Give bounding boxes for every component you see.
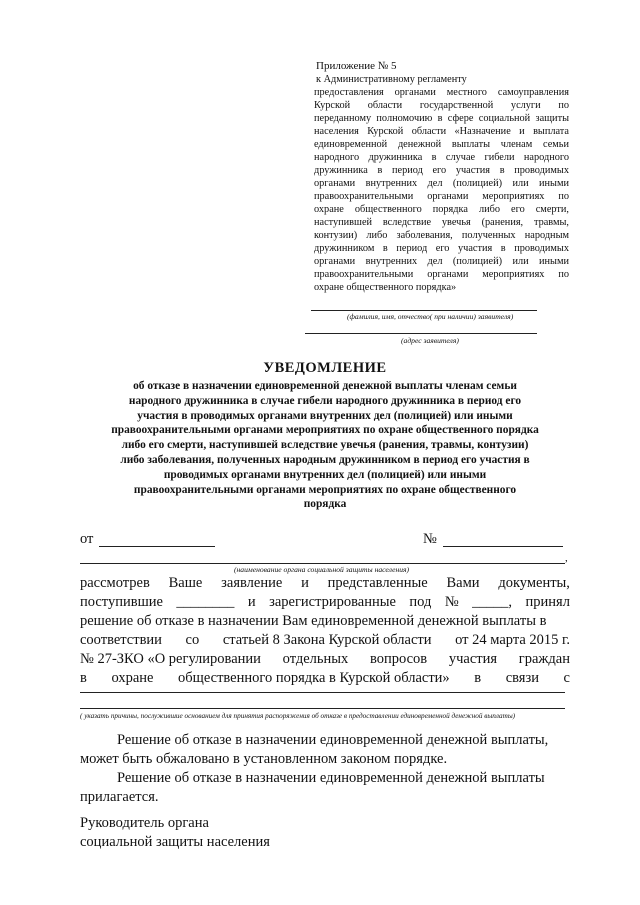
body-word: Вами xyxy=(446,575,480,591)
reason-caption: ( указать причины, послужившие основанием для принятия распоряжения об отказе в предоставлении единовременной денежной выплаты) xyxy=(80,712,516,720)
body-line-6 xyxy=(80,669,570,688)
body-word: ________ xyxy=(176,594,235,610)
authority-comma: , xyxy=(565,552,568,564)
appendix-text-line: дружинника в период его участия в проводимых xyxy=(314,165,569,176)
body-line-5 xyxy=(80,650,570,669)
attachment-paragraph: Решение об отказе в назначении единовременной денежной выплаты прилагается. xyxy=(80,770,545,805)
notice-subject-line: либо его смерти, наступившей вследствие увечья (ранения, травмы, контузии) xyxy=(121,439,529,452)
body-word: со xyxy=(185,632,200,648)
body-word: документы, xyxy=(498,575,570,591)
signature-title-2: социальной защиты населения xyxy=(80,834,270,850)
reason-line-1 xyxy=(80,692,565,693)
body-word: _____, xyxy=(472,594,513,610)
signature-title-1: Руководитель органа xyxy=(80,815,209,831)
body-word: рассмотрев xyxy=(80,575,150,591)
body-word: статьей 8 Закона Курской области xyxy=(222,632,432,648)
appendix-text-line: Курской области государственной услуги по xyxy=(314,100,569,111)
appendix-text-line: народного дружинника в случае гибели народного xyxy=(314,152,569,163)
notice-heading xyxy=(80,360,570,512)
appendix-title: Приложение № 5 xyxy=(316,60,397,72)
body-word: под xyxy=(409,594,432,610)
notice-subject-line: об отказе в назначении единовременной денежной выплаты членам семьи xyxy=(133,380,517,392)
body-word: и xyxy=(247,594,256,610)
reason-line-2 xyxy=(80,708,565,709)
applicant-name-line xyxy=(311,310,537,311)
body-line-4 xyxy=(80,631,570,650)
body-word: № 27-ЗКО «О регулировании xyxy=(80,651,261,667)
appendix-block xyxy=(314,60,569,294)
authority-line xyxy=(80,563,565,564)
body-word: соответствии xyxy=(80,632,162,648)
body-word: вопросов xyxy=(369,651,428,667)
body-word: Ваше xyxy=(168,575,203,591)
body-word: охране xyxy=(111,670,154,686)
appendix-text-line: населения Курской области «Назначение и выплата xyxy=(314,126,569,137)
notice-subject-line: проводимых органами внутренних дел (полицией) или иными xyxy=(163,468,487,481)
appendix-text-line: органами внутренних дел (полицией) или иными xyxy=(314,178,569,189)
appendix-lines xyxy=(314,86,569,281)
appendix-text-line: правоохранительными органами мероприятиях по xyxy=(314,191,569,202)
body-word: от 24 марта 2015 г. xyxy=(455,632,570,648)
notice-subject-line: народного дружинника в случае гибели народного дружинника в период его xyxy=(128,394,522,407)
body-word: граждан xyxy=(518,651,570,667)
notice-title: УВЕДОМЛЕНИЕ xyxy=(263,360,387,376)
body-word: отдельных xyxy=(282,651,349,667)
body-word: в xyxy=(80,670,87,686)
appendix-line: к Административному регламенту xyxy=(316,74,467,85)
body-line-1 xyxy=(80,574,570,593)
from-label: от xyxy=(80,531,94,547)
body-word: поступившие xyxy=(80,594,163,610)
body-word: в xyxy=(474,670,482,686)
applicant-name-caption: (фамилия, имя, отчество( при наличии) заявителя) xyxy=(347,312,514,321)
appendix-text-line: дружинником в период его участия в проводимых xyxy=(314,243,569,254)
body-word: представленные xyxy=(327,575,428,591)
appendix-last-line: охране общественного порядка» xyxy=(314,282,457,293)
body-word: общественного порядка в Курской области» xyxy=(178,670,450,686)
appendix-text-line: правоохранительными органами мероприятиях по xyxy=(314,269,569,280)
applicant-address-caption: (адрес заявителя) xyxy=(401,336,459,345)
appendix-text-line: органами внутренних дел (полицией) или иными xyxy=(314,256,569,267)
notice-subject-line: либо заболевания, полученных народным дружинником в период его участия в xyxy=(120,453,530,466)
number-label: № xyxy=(423,531,437,547)
body-word: заявление xyxy=(221,575,283,591)
notice-subject xyxy=(80,379,570,512)
number-line xyxy=(443,546,563,547)
body-word: участия xyxy=(448,651,498,667)
appendix-text-line: контузии) либо заболевания, полученных народным xyxy=(314,230,569,241)
from-date-line xyxy=(99,546,215,547)
appeal-paragraph: Решение об отказе в назначении единовременной денежной выплаты, может быть обжаловано в установленном законом порядке. xyxy=(80,732,549,767)
body-word: принял xyxy=(525,594,570,610)
body-word: зарегистрированные xyxy=(269,594,396,610)
appendix-text-line: охране общественного порядка либо его смерти, xyxy=(314,204,569,215)
notice-subject-line: правоохранительными органами мероприятиях по охране общественного порядка xyxy=(111,424,539,437)
notice-subject-line: порядка xyxy=(303,498,347,511)
body-word: № xyxy=(444,594,459,610)
applicant-address-line xyxy=(305,333,537,334)
body-word: связи xyxy=(505,670,539,686)
notice-subject-line: участия в проводимых органами внутренних дел (полицией) или иными xyxy=(137,409,513,422)
body-word: с xyxy=(563,670,570,686)
appendix-text-line: единовременной денежной выплаты членам семьи xyxy=(314,139,569,150)
body-line-3: решение об отказе в назначении Вам единовременной денежной выплаты в xyxy=(80,613,547,629)
notice-subject-line: правоохранительными органами мероприятиях по охране общественного xyxy=(133,483,517,496)
body-line-2 xyxy=(80,593,570,612)
body-word: и xyxy=(301,575,309,591)
appendix-text-line: предоставления органами местного самоуправления xyxy=(314,87,569,98)
authority-caption: (наименование органа социальной защиты населения) xyxy=(234,565,410,574)
appendix-text-line: наступившей вследствие увечья (ранения, травмы, xyxy=(314,217,569,228)
appendix-text-line: переданному полномочию в сфере социальной защиты xyxy=(314,113,569,124)
